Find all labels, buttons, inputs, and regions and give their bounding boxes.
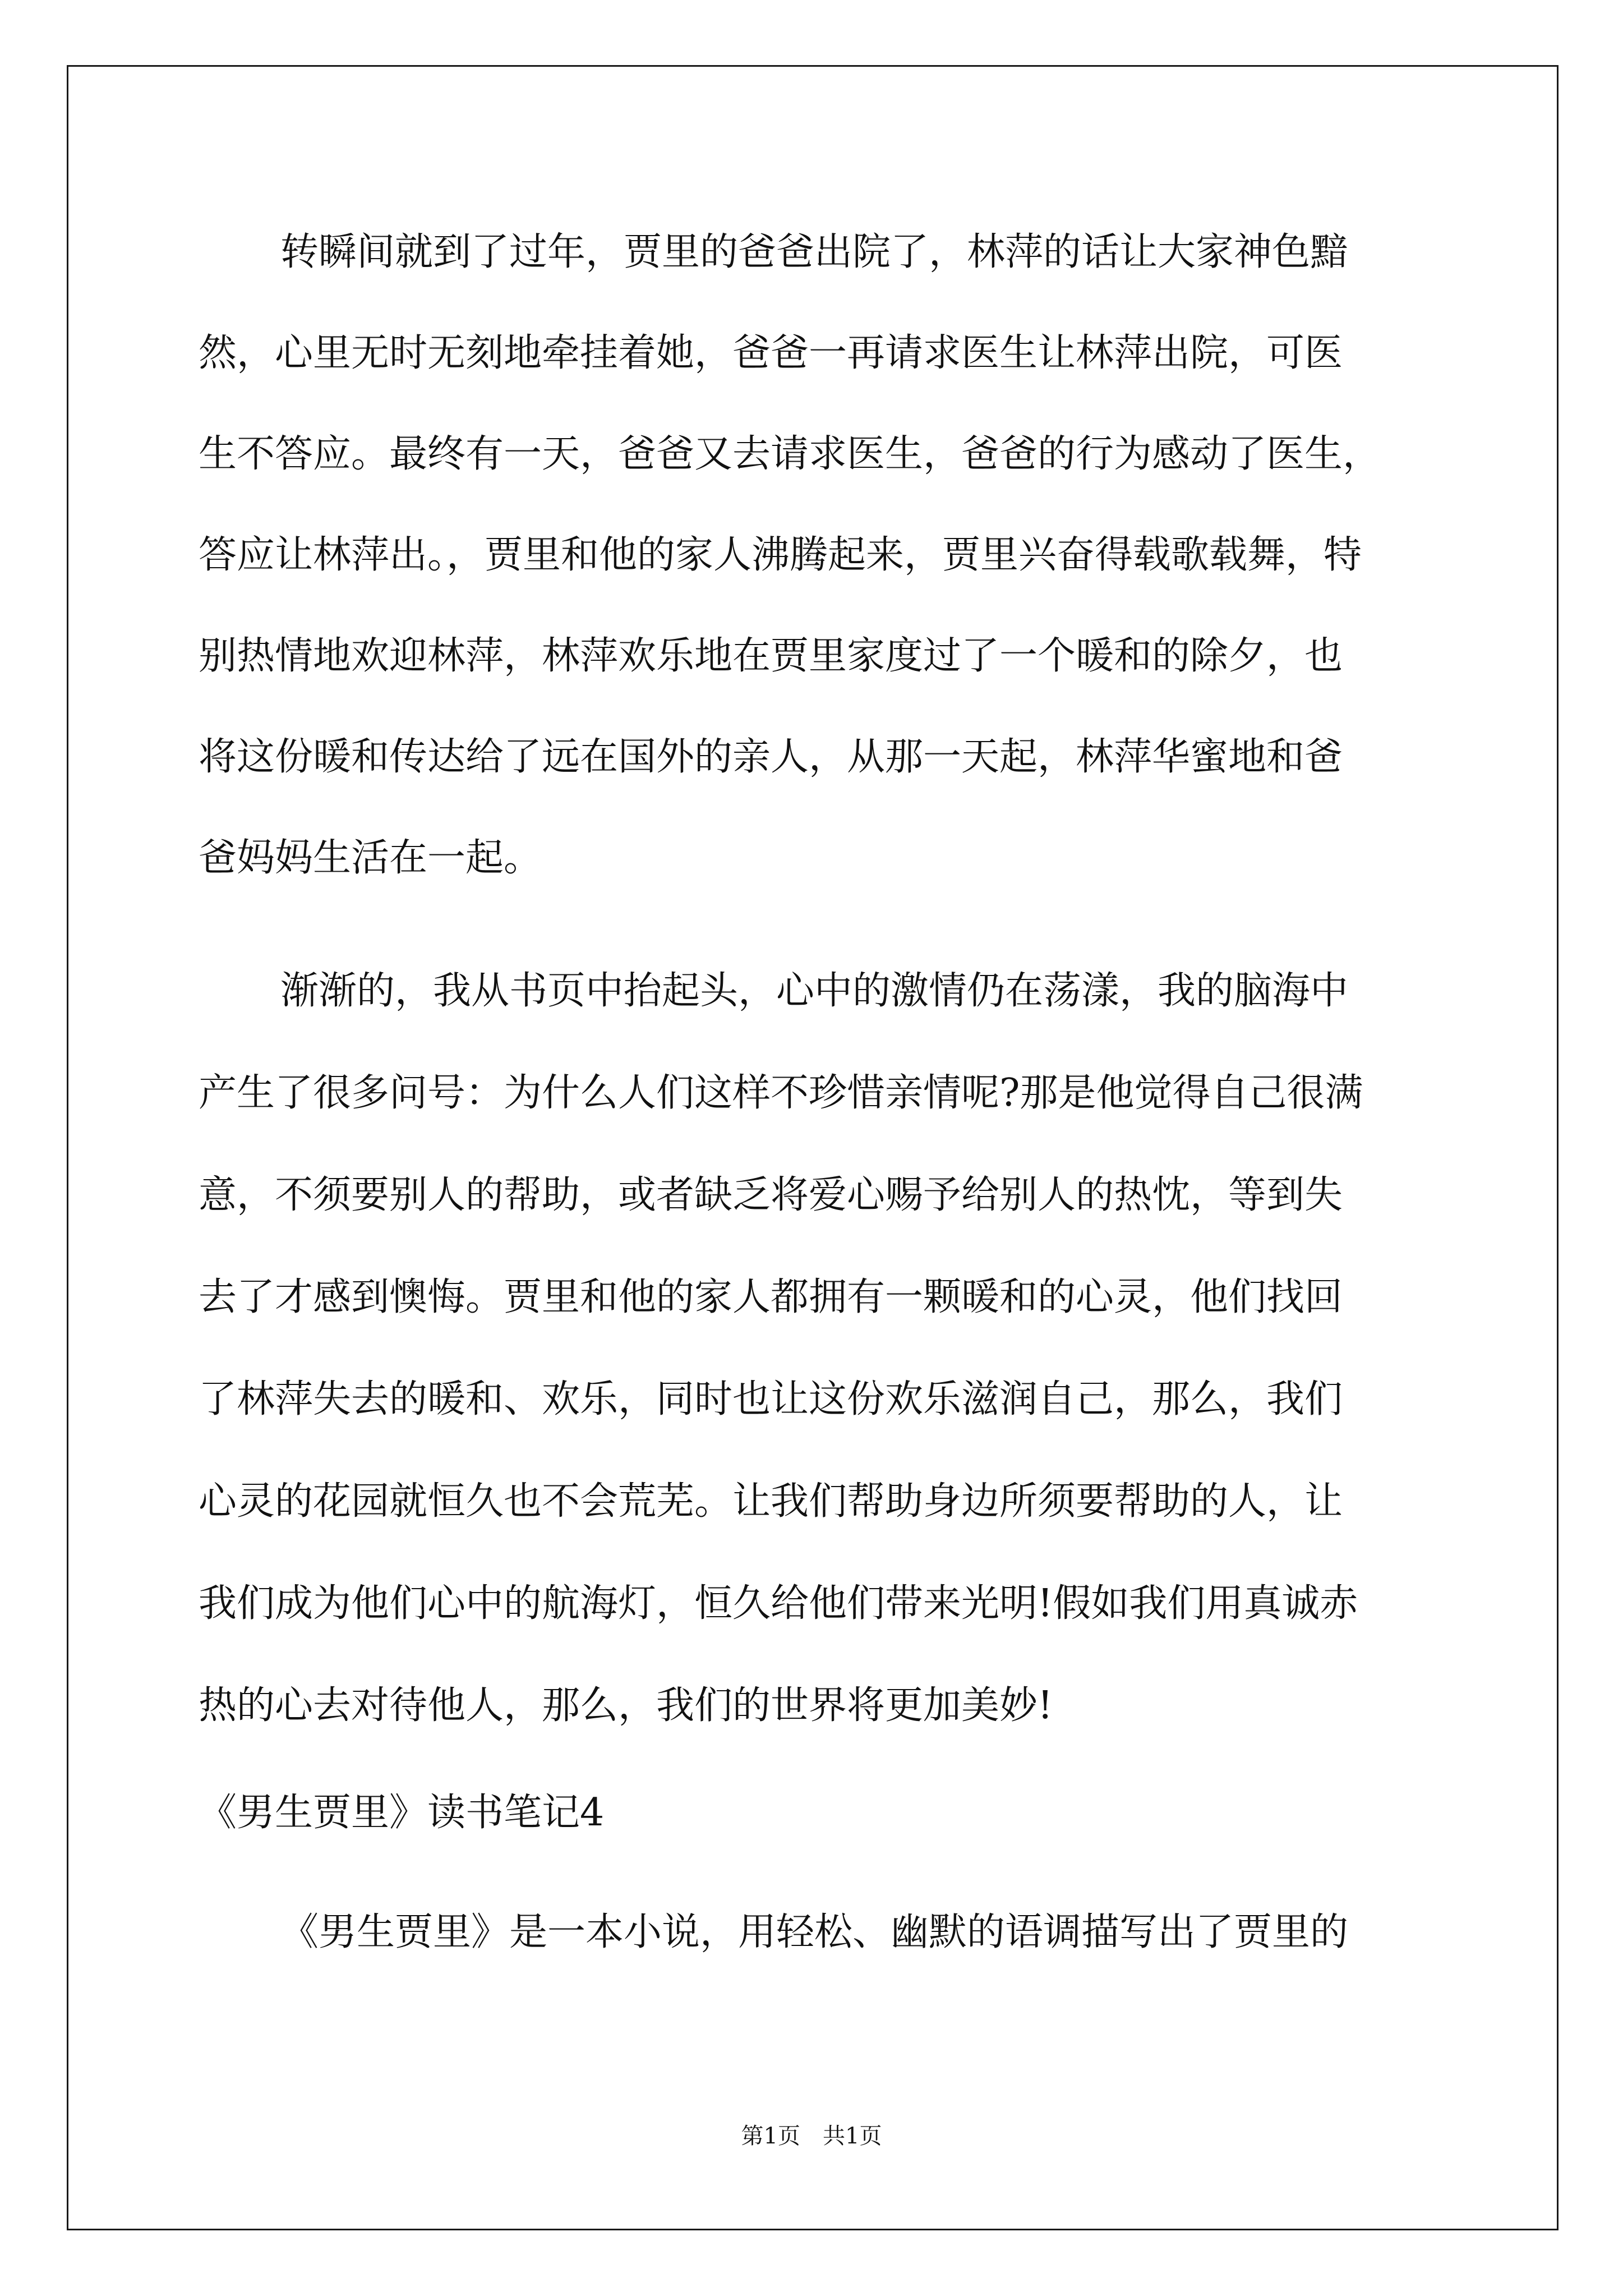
section-heading: 《男生贾里》读书笔记4	[199, 1791, 605, 1835]
body-line: 然，心里无时无刻地牵挂着她，爸爸一再请求医生让林萍出院，可医	[199, 331, 1343, 375]
body-line: 产生了很多问号：为什么人们这样不珍惜亲情呢?那是他觉得自己很满	[199, 1071, 1363, 1115]
body-line: 转瞬间就到了过年，贾里的爸爸出院了，林萍的话让大家神色黯	[280, 230, 1349, 274]
body-line: 生不答应。最终有一天，爸爸又去请求医生，爸爸的行为感动了医生，	[199, 432, 1381, 476]
page-frame	[67, 65, 1559, 2230]
body-line: 渐渐的，我从书页中抬起头，心中的激情仍在荡漾，我的脑海中	[280, 969, 1349, 1013]
body-line: 爸妈妈生活在一起。	[199, 836, 542, 880]
body-line: 心灵的花园就恒久也不会荒芜。让我们帮助身边所须要帮助的人，让	[199, 1479, 1343, 1524]
body-line: 了林萍失去的暖和、欢乐，同时也让这份欢乐滋润自己，那么，我们	[199, 1377, 1343, 1421]
body-line: 将这份暖和传达给了远在国外的亲人，从那一天起，林萍华蜜地和爸	[199, 735, 1343, 779]
body-line: 去了才感到懊悔。贾里和他的家人都拥有一颗暖和的心灵，他们找回	[199, 1275, 1343, 1319]
body-line: 《男生贾里》是一本小说，用轻松、幽默的语调描写出了贾里的	[280, 1910, 1349, 1954]
body-line: 答应让林萍出。，贾里和他的家人沸腾起来，贾里兴奋得载歌载舞，特	[199, 533, 1362, 577]
body-line: 别热情地欢迎林萍，林萍欢乐地在贾里家度过了一个暖和的除夕，也	[199, 634, 1343, 678]
body-line: 意，不须要别人的帮助，或者缺乏将爱心赐予给别人的热忱，等到失	[199, 1173, 1343, 1217]
body-line: 我们成为他们心中的航海灯，恒久给他们带来光明!假如我们用真诚赤	[199, 1581, 1358, 1626]
page-footer: 第1页 共1页	[741, 2123, 882, 2149]
body-line: 热的心去对待他人，那么，我们的世界将更加美妙!	[199, 1683, 1053, 1728]
